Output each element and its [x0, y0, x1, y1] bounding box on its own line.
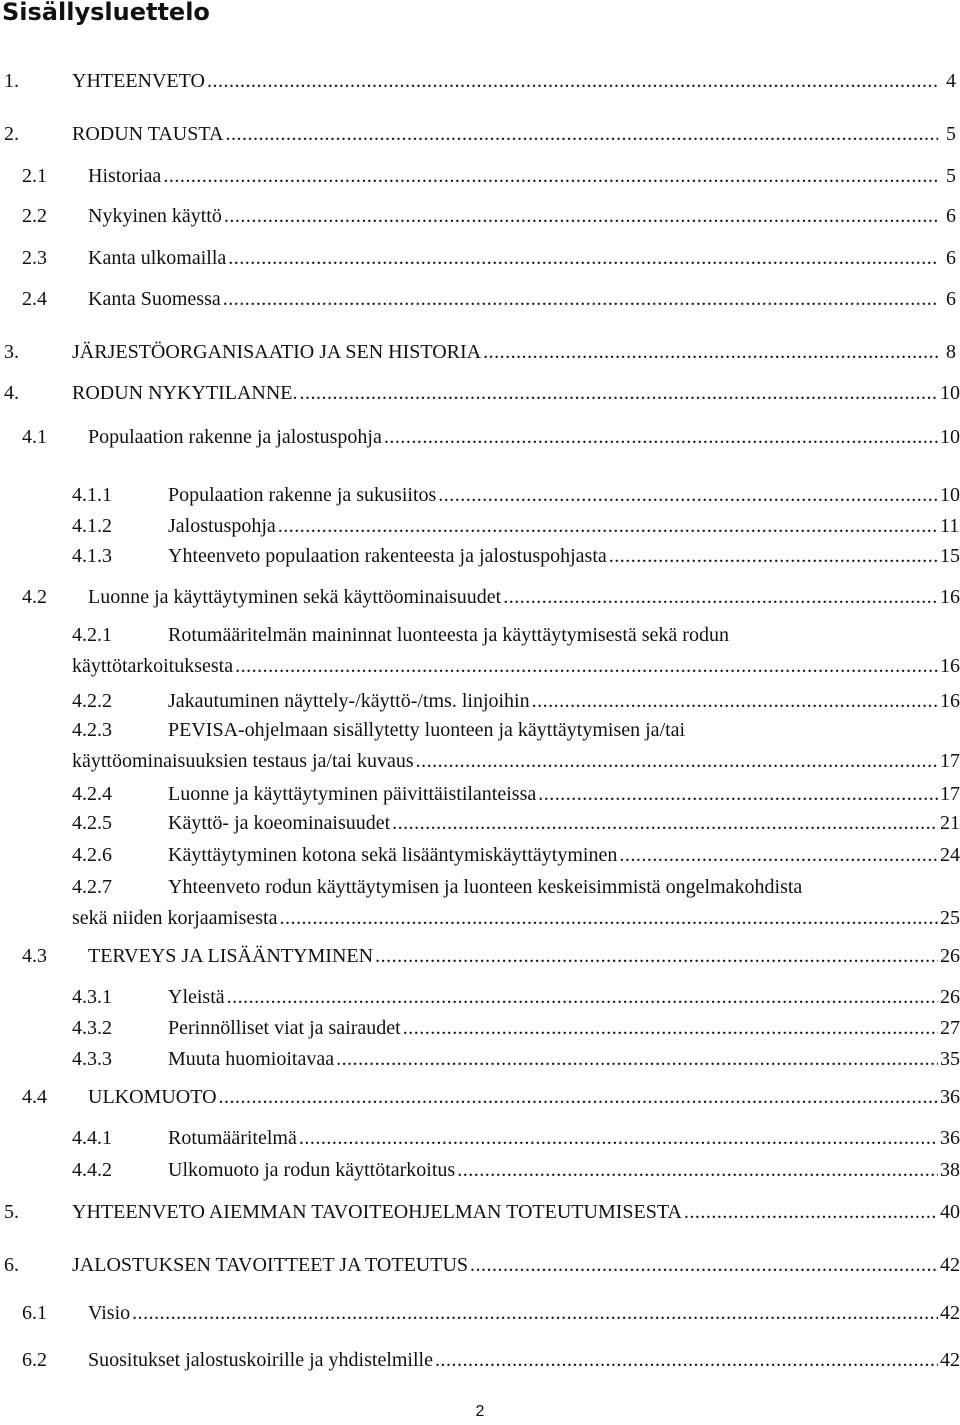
toc-entry-title-continued: käyttötarkoituksesta: [72, 655, 234, 677]
toc-entry-number: 4.4.1: [72, 1127, 112, 1149]
toc-entry-number: 4.2.4: [72, 783, 112, 805]
toc-entry-number: 6.: [4, 1254, 19, 1276]
toc-entry-page: 16: [940, 586, 960, 608]
toc-entry-title: Visio: [88, 1302, 131, 1324]
dot-leader: [483, 337, 938, 367]
dot-leader: [392, 808, 938, 838]
dot-leader: [470, 1250, 938, 1280]
toc-entry-page: 16: [940, 690, 960, 712]
toc-entry-page: 36: [940, 1127, 960, 1149]
toc-entry-title: PEVISA-ohjelmaan sisällytetty luonteen ja käyttäytymisen ja/tai: [168, 719, 686, 741]
toc-entry-page: 42: [940, 1254, 960, 1276]
dot-leader: [280, 903, 939, 933]
toc-entry-page: 38: [940, 1159, 960, 1181]
toc-entry-number: 2.: [4, 123, 19, 145]
toc-entry-title: JALOSTUKSEN TAVOITTEET JA TOTEUTUS: [72, 1254, 469, 1276]
toc-entry-title: Kanta ulkomailla: [88, 247, 227, 269]
toc-entry-title: Perinnölliset viat ja sairaudet: [168, 1017, 401, 1039]
dot-leader: [235, 651, 938, 681]
toc-entry-number: 1.: [4, 70, 19, 92]
toc-entry-number: 2.3: [22, 247, 47, 269]
toc-entry-title: Yhteenveto populaation rakenteesta ja jalostuspohjasta: [168, 545, 607, 567]
toc-entry-page: 21: [940, 812, 960, 834]
toc-entry-title: YHTEENVETO AIEMMAN TAVOITEOHJELMAN TOTEUTUMISESTA: [72, 1201, 682, 1223]
dot-leader: [336, 1044, 938, 1074]
toc-entry-number: 5.: [4, 1201, 19, 1223]
toc-entry-title: Jalostuspohja: [168, 515, 276, 537]
toc-entry-page: 36: [940, 1086, 960, 1108]
toc-entry-number: 2.2: [22, 205, 47, 227]
toc-entry-number: 4.3: [22, 945, 47, 967]
dot-leader: [619, 840, 938, 870]
toc-entry-title: Yleistä: [168, 986, 225, 1008]
toc-entry-number: 3.: [4, 341, 19, 363]
toc-entry-page: 35: [940, 1048, 960, 1070]
toc-entry-number: 4.3.1: [72, 986, 112, 1008]
page-number: 2: [475, 1403, 485, 1420]
dot-leader: [300, 378, 938, 408]
toc-entry-number: 4.2.7: [72, 876, 112, 898]
toc-entry-number: 4.2.2: [72, 690, 112, 712]
toc-entry-page: 17: [940, 783, 960, 805]
dot-leader: [416, 746, 938, 776]
toc-entry-page: 16: [940, 655, 960, 677]
dot-leader: [278, 511, 938, 541]
toc-entry-title-continued: käyttöominaisuuksien testaus ja/tai kuvaus: [72, 750, 414, 772]
toc-entry-page: 15: [940, 545, 960, 567]
dot-leader: [609, 541, 938, 571]
toc-entry-title: Yhteenveto rodun käyttäytymisen ja luonteen keskeisimmistä ongelmakohdista: [168, 876, 803, 898]
toc-entry-title: Muuta huomioitavaa: [168, 1048, 335, 1070]
dot-leader: [403, 1013, 938, 1043]
toc-entry-number: 6.2: [22, 1349, 47, 1371]
toc-entry-page: 11: [940, 515, 960, 537]
dot-leader: [538, 779, 938, 809]
dot-leader: [503, 582, 938, 612]
toc-entry-title: Rotumääritelmä: [168, 1127, 297, 1149]
toc-entry-page: 6: [946, 288, 956, 310]
toc-entry-page: 4: [946, 70, 956, 92]
toc-entry-page: 42: [940, 1349, 960, 1371]
toc-entry-page: 6: [946, 247, 956, 269]
toc-entry-title: JÄRJESTÖORGANISAATIO JA SEN HISTORIA: [72, 341, 482, 363]
toc-entry-title: RODUN TAUSTA: [72, 123, 224, 145]
toc-heading: Sisällysluettelo: [2, 0, 210, 26]
toc-entry-number: 6.1: [22, 1302, 47, 1324]
toc-entry-title: Ulkomuoto ja rodun käyttötarkoitus: [168, 1159, 456, 1181]
dot-leader: [375, 941, 938, 971]
toc-entry-number: 4.2.6: [72, 844, 112, 866]
dot-leader: [224, 201, 938, 231]
toc-entry-page: 42: [940, 1302, 960, 1324]
dot-leader: [227, 982, 938, 1012]
dot-leader: [225, 119, 938, 149]
toc-entry-title: Jakautuminen näyttely-/käyttö-/tms. linjoihin: [168, 690, 530, 712]
toc-entry-title: Historiaa: [88, 165, 162, 187]
dot-leader: [163, 161, 938, 191]
toc-entry-title: ULKOMUOTO: [88, 1086, 217, 1108]
toc-entry-title: Rotumääritelmän maininnat luonteesta ja käyttäytymisestä sekä rodun: [168, 624, 729, 646]
toc-entry-number: 4.2.5: [72, 812, 112, 834]
dot-leader: [219, 1082, 938, 1112]
toc-entry-page: 26: [940, 945, 960, 967]
toc-entry-title: Populaation rakenne ja jalostuspohja: [88, 426, 382, 448]
toc-entry-number: 4.1.3: [72, 545, 112, 567]
dot-leader: [457, 1155, 938, 1185]
dot-leader: [299, 1123, 938, 1153]
toc-entry-number: 4.1: [22, 426, 47, 448]
toc-entry-number: 2.4: [22, 288, 47, 310]
toc-entry-page: 24: [940, 844, 960, 866]
toc-entry-number: 4.2: [22, 586, 47, 608]
dot-leader: [228, 243, 938, 273]
toc-entry-title: Luonne ja käyttäytyminen sekä käyttöominaisuudet: [88, 586, 502, 608]
toc-entry-number: 4.3.3: [72, 1048, 112, 1070]
dot-leader: [132, 1298, 938, 1328]
toc-entry-title: Populaation rakenne ja sukusiitos: [168, 484, 437, 506]
toc-entry-number: 4.2.1: [72, 624, 112, 646]
dot-leader: [435, 1345, 938, 1375]
toc-entry-title: TERVEYS JA LISÄÄNTYMINEN: [88, 945, 374, 967]
toc-entry-number: 4.1.1: [72, 484, 112, 506]
toc-entry-title: Käyttö- ja koeominaisuudet: [168, 812, 391, 834]
toc-entry-page: 10: [940, 426, 960, 448]
dot-leader: [223, 284, 938, 314]
toc-entry-title: Nykyinen käyttö: [88, 205, 222, 227]
toc-entry-page: 40: [940, 1201, 960, 1223]
toc-entry-title: Suositukset jalostuskoirille ja yhdistelmille: [88, 1349, 433, 1371]
dot-leader: [532, 686, 938, 716]
toc-entry-page: 8: [946, 341, 956, 363]
toc-entry-page: 10: [940, 382, 960, 404]
toc-entry-page: 25: [940, 907, 960, 929]
toc-entry-number: 4.4: [22, 1086, 47, 1108]
toc-entry-title: RODUN NYKYTILANNE.: [72, 382, 298, 404]
toc-entry-page: 17: [940, 750, 960, 772]
toc-entry-page: 5: [946, 123, 956, 145]
dot-leader: [438, 480, 938, 510]
toc-entry-number: 4.3.2: [72, 1017, 112, 1039]
toc-entry-number: 4.: [4, 382, 19, 404]
toc-entry-number: 4.2.3: [72, 719, 112, 741]
dot-leader: [384, 422, 938, 452]
toc-entry-number: 4.4.2: [72, 1159, 112, 1181]
toc-entry-title: Luonne ja käyttäytyminen päivittäistilanteissa: [168, 783, 537, 805]
toc-entry-page: 26: [940, 986, 960, 1008]
toc-entry-page: 5: [946, 165, 956, 187]
dot-leader: [684, 1197, 938, 1227]
toc-entry-number: 2.1: [22, 165, 47, 187]
toc-entry-title: YHTEENVETO: [72, 70, 205, 92]
dot-leader: [207, 66, 938, 96]
toc-entry-page: 27: [940, 1017, 960, 1039]
toc-entry-page: 10: [940, 484, 960, 506]
toc-entry-title-continued: sekä niiden korjaamisesta: [72, 907, 278, 929]
toc-entry-title: Kanta Suomessa: [88, 288, 221, 310]
toc-entry-number: 4.1.2: [72, 515, 112, 537]
toc-entry-title: Käyttäytyminen kotona sekä lisääntymiskäyttäytyminen: [168, 844, 618, 866]
toc-entry-page: 6: [946, 205, 956, 227]
